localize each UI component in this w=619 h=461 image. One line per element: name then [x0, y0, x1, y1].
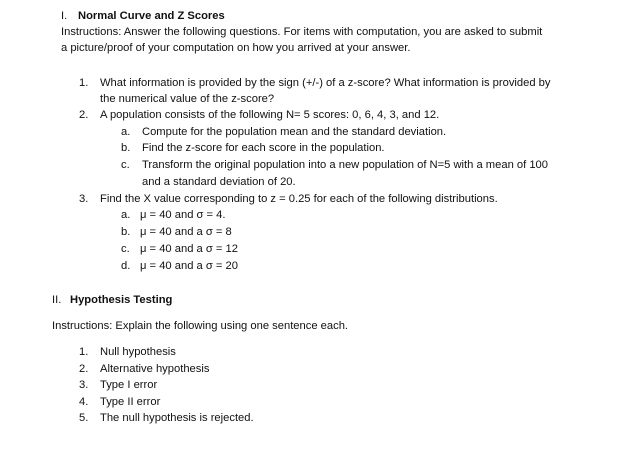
list-item-4-number: 4. — [79, 396, 89, 408]
question-2c-letter: c. — [121, 159, 130, 171]
list-item-3-text: Type I error — [100, 379, 158, 391]
question-1-text-line-2: the numerical value of the z-score? — [100, 93, 275, 105]
question-2a-text: Compute for the population mean and the standard deviation. — [142, 126, 447, 138]
list-item-2-number: 2. — [79, 363, 89, 375]
question-3d-text: μ = 40 and a σ = 20 — [140, 260, 238, 272]
list-item-2-text: Alternative hypothesis — [100, 363, 210, 375]
question-3b-text: μ = 40 and a σ = 8 — [140, 226, 232, 238]
list-item-1-number: 1. — [79, 346, 89, 358]
question-2b-letter: b. — [121, 142, 131, 154]
question-3-number: 3. — [79, 193, 89, 205]
list-item-3-number: 3. — [79, 379, 89, 391]
section-1-instructions-line-1: Instructions: Answer the following questions. For items with computation, you are asked to submit — [61, 26, 543, 38]
section-2-numeral: II. — [52, 294, 62, 306]
question-3c-letter: c. — [121, 243, 130, 255]
question-1-text-line-1: What information is provided by the sign (+/-) of a z-score? What information is provided by — [100, 77, 551, 89]
question-2c-text-line-2: and a standard deviation of 20. — [142, 176, 296, 188]
question-2b-text: Find the z-score for each score in the population. — [142, 142, 385, 154]
list-item-5-number: 5. — [79, 412, 89, 424]
section-1-heading: Normal Curve and Z Scores — [78, 10, 225, 22]
question-2a-letter: a. — [121, 126, 131, 138]
question-1-number: 1. — [79, 77, 89, 89]
question-3-text: Find the X value corresponding to z = 0.25 for each of the following distributions. — [100, 193, 498, 205]
question-2-text: A population consists of the following N= 5 scores: 0, 6, 4, 3, and 12. — [100, 109, 440, 121]
list-item-5-text: The null hypothesis is rejected. — [100, 412, 254, 424]
question-2c-text-line-1: Transform the original population into a new population of N=5 with a mean of 100 — [142, 159, 549, 171]
question-3b-letter: b. — [121, 226, 131, 238]
question-3a-text: μ = 40 and σ = 4. — [140, 209, 226, 221]
list-item-4-text: Type II error — [100, 396, 161, 408]
section-1-instructions-line-2: a picture/proof of your computation on how you arrived at your answer. — [61, 42, 411, 54]
section-2-heading: Hypothesis Testing — [70, 294, 173, 306]
question-2-number: 2. — [79, 109, 89, 121]
question-3c-text: μ = 40 and a σ = 12 — [140, 243, 238, 255]
section-1-numeral: I. — [61, 10, 68, 22]
section-2-instructions: Instructions: Explain the following using one sentence each. — [52, 320, 349, 332]
question-3d-letter: d. — [121, 260, 131, 272]
list-item-1-text: Null hypothesis — [100, 346, 176, 358]
question-3a-letter: a. — [121, 209, 131, 221]
